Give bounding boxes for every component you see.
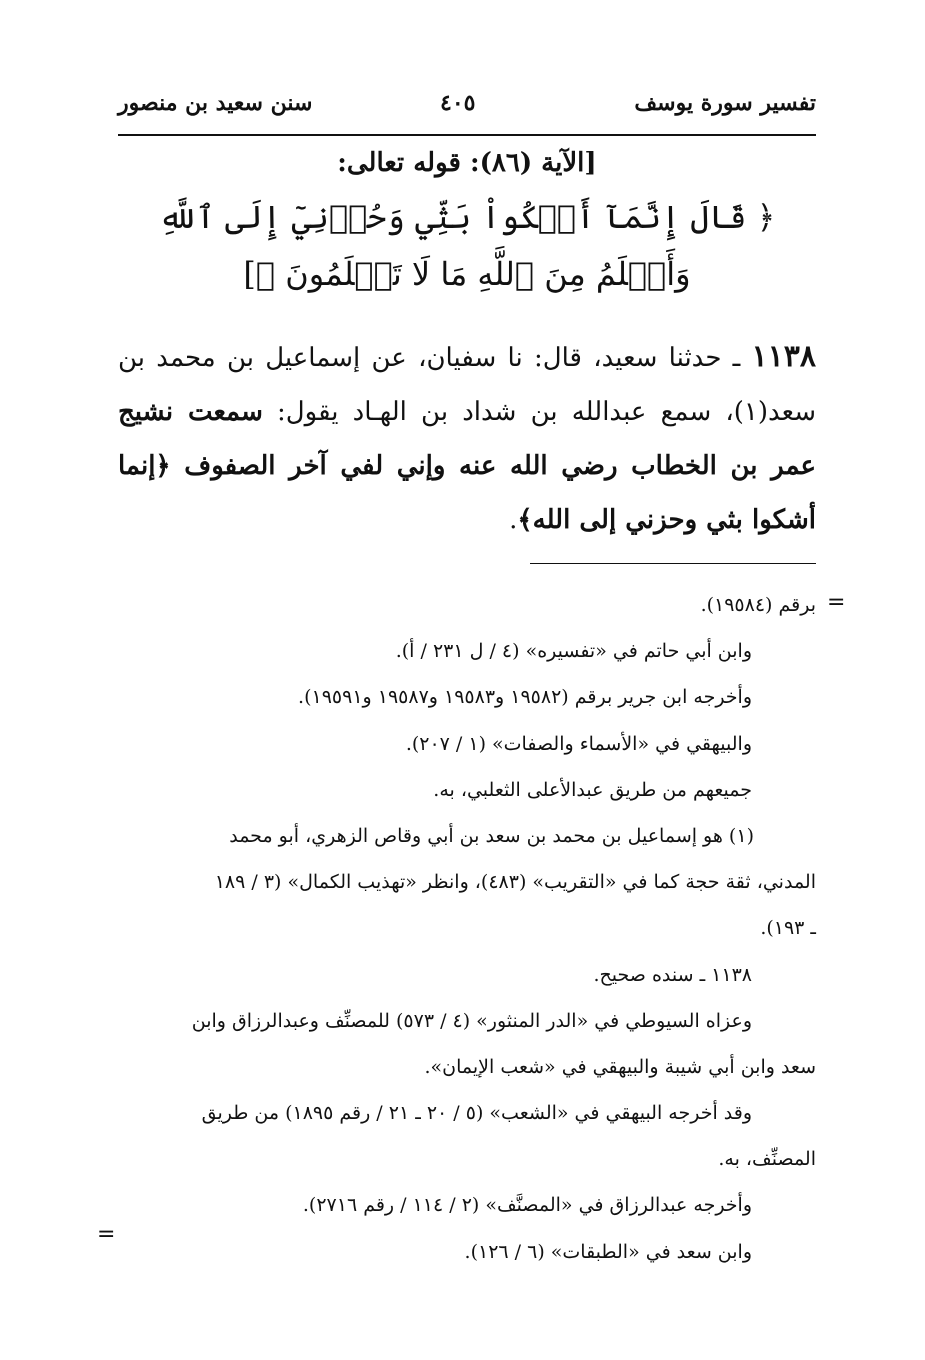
page-header [118,84,816,134]
footnote-line: سعد وابن أبي شيبة والبيهقي في «شعب الإيمان». [424,1055,816,1078]
footnote-line: وابن أبي حاتم في «تفسيره» (٤ / ل ٢٣١ / أ). [395,640,752,663]
footnote-line: وأخرجه ابن جرير برقم (١٩٥٨٢ و١٩٥٨٣ و١٩٥٨٧ و١٩٥٩١). [298,686,752,709]
commentary-heading: ١١٣٨ ـ سنده صحيح. [593,963,752,986]
footnote-line: المصنِّف، به. [718,1148,816,1171]
footnote-line: والبيهقي في «الأسماء والصفات» (١ / ٢٠٧). [405,732,752,755]
footnote-line: ـ ١٩٣). [760,917,816,940]
hadith-text [118,330,816,547]
continuation-mark-bottom: = [97,1222,116,1247]
ayah-verse-line-2: وَأَعۡلَمُ مِنَ ٱللَّهِ مَا لَا تَعۡلَمُونَ ﴾] [243,255,691,293]
footnotes [118,582,816,1275]
page-number: ٤٠٥ [440,90,476,116]
footnote-line: وعزاه السيوطي في «الدر المنثور» (٤ / ٥٧٣) للمصنِّف وعبدالرزاق وابن [191,1009,752,1032]
continuation-mark-top: = [827,590,846,615]
ayah-heading: [الآية (٨٦): قوله تعالى: [337,148,597,178]
footnote-line: برقم (١٩٥٨٤). [700,594,816,616]
footnote-divider [530,563,816,564]
book-title: سنن سعيد بن منصور [118,90,313,116]
footnote-line: وأخرجه عبدالرزاق في «المصنَّف» (٢ / ١١٤ / رقم ٢٧١٦). [302,1194,752,1217]
hadith-matn: سمعت نشيج عمر بن الخطاب رضي الله عنه وإني لفي آخر الصفوف ﴿إنما أشكوا بثي وحزني إلى الله﴾ [118,397,816,535]
hadith-number: ١١٣٨ [751,339,816,374]
footnote-line: وابن سعد في «الطبقات» (٦ / ١٢٦). [464,1240,752,1263]
footnote-line: وقد أخرجه البيهقي في «الشعب» (٥ / ٢٠ ـ ٢١ / رقم ١٨٩٥) من طريق [201,1102,752,1125]
chapter-title: تفسير سورة يوسف [634,90,816,116]
footnote-line: المدني، ثقة حجة كما في «التقريب» (٤٨٣)، وانظر «تهذيب الكمال» (٣ / ١٨٩ [214,871,816,894]
header-divider [118,134,816,136]
hadith-end: . [509,505,518,535]
ayah-verse-line-1: ﴿ قَالَ إِنَّمَآ أَشۡكُواْ بَثِّي وَحُزۡنِيٓ إِلَى ٱللَّهِ [158,198,776,236]
hadith-isnad: ـ حدثنا سعيد، قال: نا سفيان، عن إسماعيل بن محمد بن سعد(١)، سمع عبدالله بن شداد بن الهـاد يقول: [118,343,816,427]
footnote-line: جميعهم من طريق عبدالأعلى الثعلبي، به. [433,778,752,801]
footnote-line: (١) هو إسماعيل بن محمد بن سعد بن أبي وقاص الزهري، أبو محمد [229,824,754,847]
